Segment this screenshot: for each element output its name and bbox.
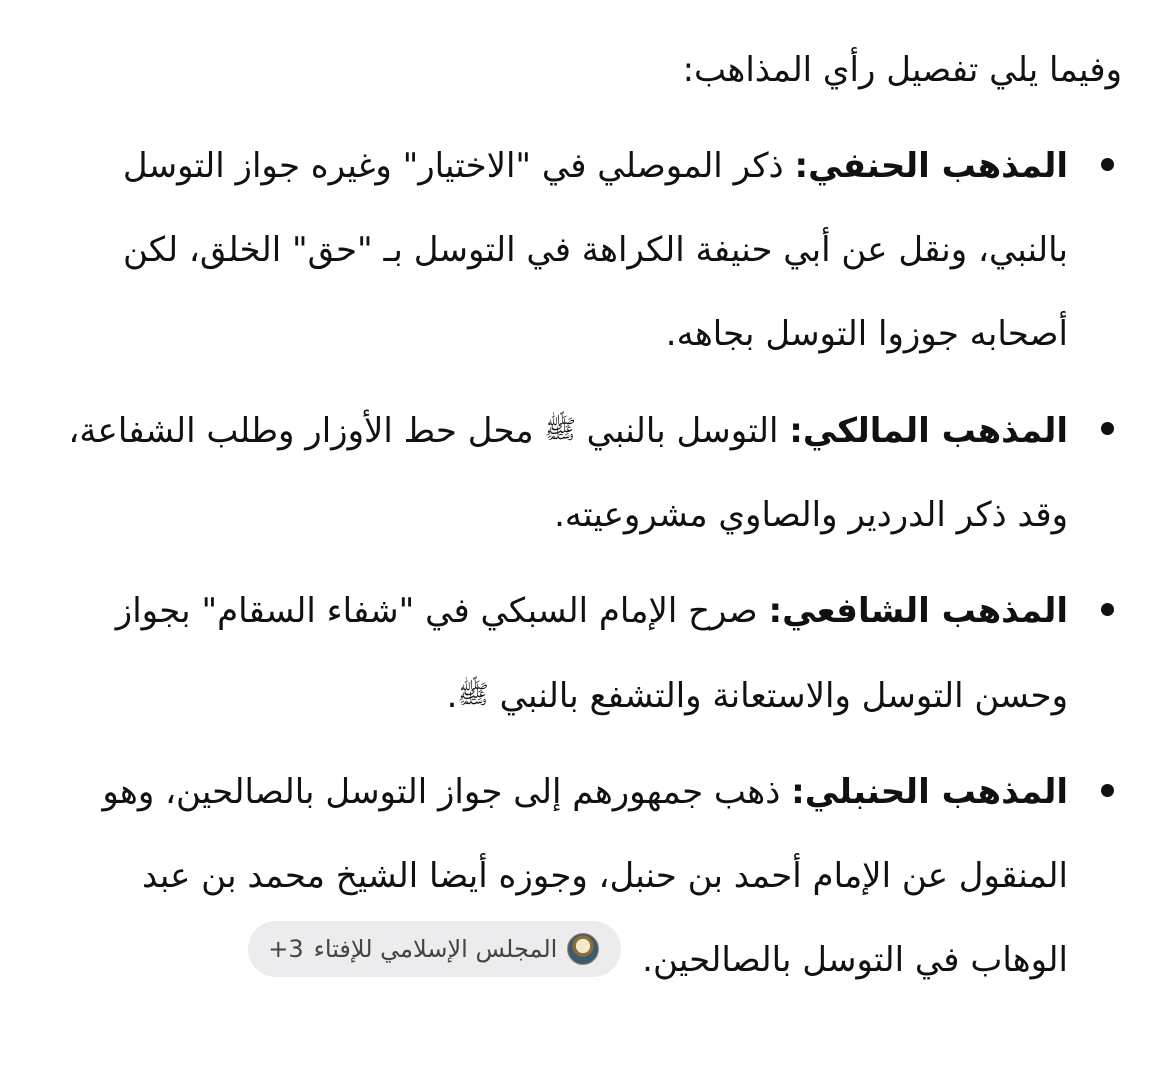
salawat-honorific-icon: ﷺ [544,415,576,445]
madhhab-text: صرح الإمام السبكي في "شفاء السقام" بجواز وحسن التوسل والاستعانة والتشفع بالنبي [115,591,1068,716]
madhhab-name: المذهب الشافعي: [768,591,1068,631]
source-count: +3 [268,935,304,963]
list-item-shafii [40,569,1122,738]
council-logo-icon [567,933,599,965]
list-item-hanbali [40,750,1122,1002]
madhhab-name: المذهب الحنبلي: [791,772,1068,812]
list-item-maliki [40,388,1122,557]
bullet-icon [1101,158,1114,171]
list-item-hanafi [40,124,1122,376]
source-citation-chip[interactable] [248,921,621,977]
madhhab-text-continued: محل حط الأوزار وطلب الشفاعة، وقد ذكر الدردير والصاوي مشروعيته. [68,411,1068,535]
madhhab-text: التوسل بالنبي [575,411,790,451]
madhhab-name: المذهب الحنفي: [794,146,1068,186]
madhhab-text: ذهب جمهورهم إلى جواز التوسل بالصالحين، وهو المنقول عن الإمام أحمد بن حنبل، وجوزه أيضا الشيخ محمد بن عبد الوهاب في التوسل بالصالحين. [102,772,1068,980]
madhhab-text: ذكر الموصلي في "الاختيار" وغيره جواز التوسل بالنبي، ونقل عن أبي حنيفة الكراهة في التوسل بـ "حق" الخلق، لكن أصحابه جوزوا التوسل بجاهه. [122,146,1068,354]
source-label: المجلس الإسلامي للإفتاء [313,935,558,963]
madhhab-text-continued: . [446,676,458,716]
bullet-icon [1101,603,1114,616]
salawat-honorific-icon: ﷺ [457,680,489,710]
intro-text: وفيما يلي تفصيل رأي المذاهب: [682,50,1122,90]
madhahib-list [40,124,1122,1002]
madhhab-name: المذهب المالكي: [789,411,1068,451]
bullet-icon [1101,784,1114,797]
bullet-icon [1101,422,1114,435]
